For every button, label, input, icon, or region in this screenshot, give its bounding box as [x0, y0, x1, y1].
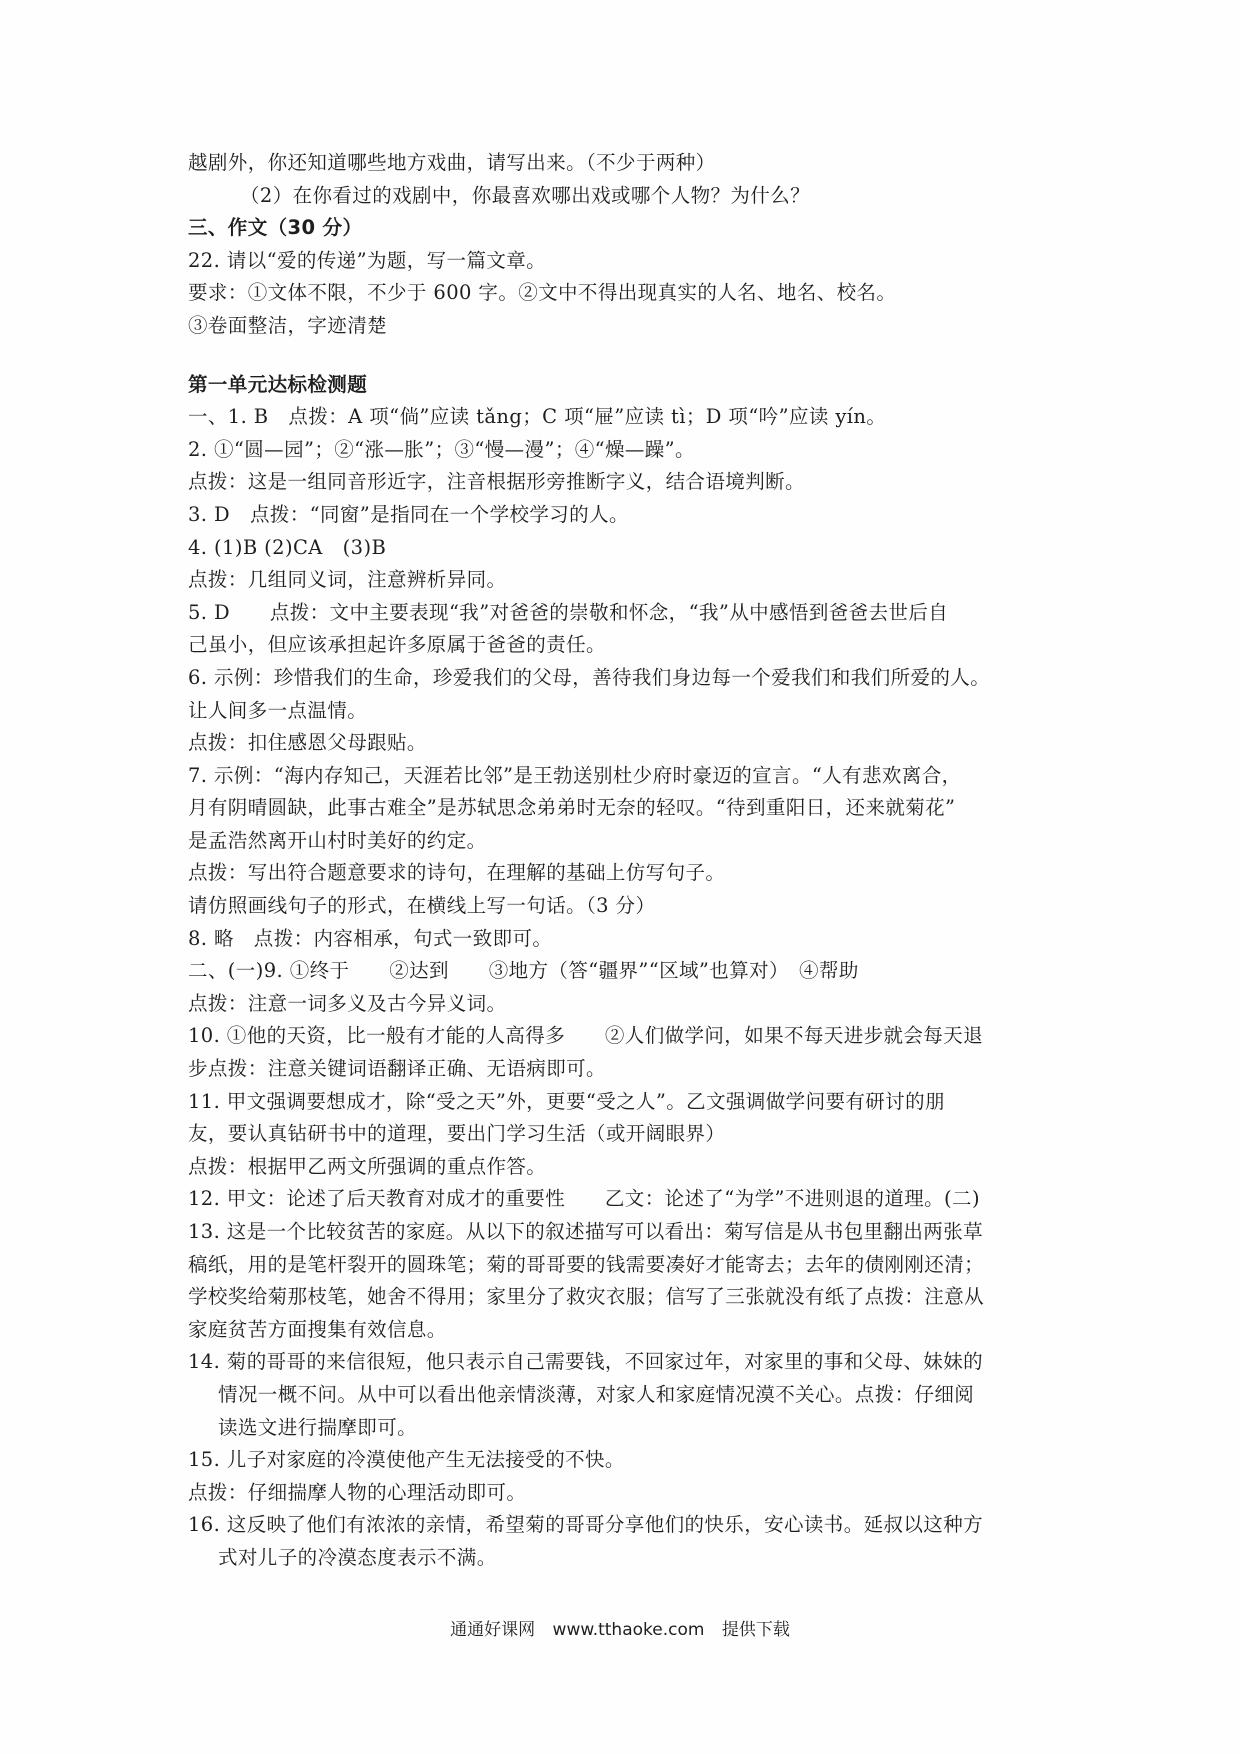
page-footer	[0, 1615, 1240, 1640]
answer-line: 12. 甲文：论述了后天教育对成才的重要性 乙文：论述了“为学”不进则退的道理。(二)	[188, 1187, 980, 1211]
answer-line: 15. 儿子对家庭的冷漠使他产生无法接受的不快。	[188, 1448, 625, 1472]
answer-line: 点拨：根据甲乙两文所强调的重点作答。	[188, 1154, 547, 1178]
answer-line: 点拨：注意一词多义及古今异义词。	[188, 991, 507, 1015]
answer-line: 步点拨：注意关键词语翻译正确、无语病即可。	[188, 1057, 606, 1081]
answer-line: 13. 这是一个比较贫苦的家庭。从以下的叙述描写可以看出：菊写信是从书包里翻出两张草	[188, 1220, 984, 1243]
text-line: 越剧外，你还知道哪些地方戏曲，请写出来。（不少于两种）	[188, 151, 716, 174]
answer-line: 月有阴晴圆缺，此事古难全”是苏轼思念弟弟时无奈的轻叹。“待到重阳日，还来就菊花”	[188, 796, 956, 820]
section-heading: 三、作文（30 分）	[188, 216, 363, 240]
answer-line: 点拨：几组同义词，注意辨析异同。	[188, 568, 507, 592]
answer-line: 式对儿子的冷漠态度表示不满。	[218, 1545, 497, 1569]
answer-line: 家庭贫苦方面搜集有效信息。	[188, 1317, 447, 1341]
answer-line: 10. ①他的天资，比一般有才能的人高得多 ②人们做学问，如果不每天进步就会每天退	[188, 1024, 984, 1048]
answer-line: 友，要认真钻研书中的道理，要出门学习生活（或开阔眼界）	[188, 1122, 726, 1146]
answer-line: 16. 这反映了他们有浓浓的亲情，希望菊的哥哥分享他们的快乐，安心读书。延叔以这种方	[188, 1513, 984, 1537]
answer-line: 二、(一)9. ①终于 ②达到 ③地方（答“疆界”“区域”也算对） ④帮助	[188, 959, 859, 983]
answer-line: 6. 示例：珍惜我们的生命，珍爱我们的父母，善待我们身边每一个爱我们和我们所爱的人。	[188, 665, 991, 689]
answer-line: 2. ①“圆—园”；②“涨—胀”；③“慢—漫”；④“燥—躁”。	[188, 437, 695, 461]
answer-line: 一、1. B 点拨：A 项“倘”应读 tǎng；C 项“屉”应读 tì；D 项“吟”应读 yín。	[188, 405, 887, 429]
answer-line: 学校奖给菊那枝笔，她舍不得用；家里分了救灾衣服；信写了三张就没有纸了点拨：注意从	[188, 1285, 985, 1309]
answer-line: 是孟浩然离开山村时美好的约定。	[188, 828, 487, 852]
answer-line: 点拨：写出符合题意要求的诗句，在理解的基础上仿写句子。	[188, 861, 726, 885]
footer-site-name: 通通好课网	[450, 1620, 536, 1640]
text-line: ③卷面整洁，字迹清楚	[188, 313, 388, 337]
text-line: 要求：①文体不限，不少于 600 字。②文中不得出现真实的人名、地名、校名。	[188, 281, 897, 305]
answer-line: 让人间多一点温情。	[188, 698, 368, 722]
answer-line: 情况一概不问。从中可以看出他亲情淡薄，对家人和家庭情况漠不关心。点拨：仔细阅	[218, 1382, 975, 1406]
answer-line: 3. D 点拨：“同窗”是指同在一个学校学习的人。	[188, 502, 629, 526]
answer-line: 14. 菊的哥哥的来信很短，他只表示自己需要钱，不回家过年，对家里的事和父母、妹妹的	[188, 1350, 984, 1374]
answer-line: 点拨：扣住感恩父母跟贴。	[188, 731, 427, 755]
text-line: （2）在你看过的戏剧中，你最喜欢哪出戏或哪个人物？为什么？	[240, 183, 811, 207]
text-line: 22. 请以“爱的传递”为题，写一篇文章。	[188, 248, 547, 272]
document-body	[188, 147, 1064, 1575]
answer-line: 点拨：这是一组同音形近字，注音根据形旁推断字义，结合语境判断。	[188, 470, 805, 494]
footer-url[interactable]: www.tthaoke.com	[552, 1620, 705, 1640]
answer-line: 请仿照画线句子的形式，在横线上写一句话。（3 分）	[188, 894, 656, 918]
answer-line: 点拨：仔细揣摩人物的心理活动即可。	[188, 1480, 527, 1504]
answer-line: 稿纸，用的是笔杆裂开的圆珠笔；菊的哥哥要的钱需要凑好才能寄去；去年的债刚刚还清；	[188, 1252, 985, 1276]
answer-line: 己虽小，但应该承担起许多原属于爸爸的责任。	[188, 633, 606, 657]
answer-line: 7. 示例：“海内存知己，天涯若比邻”是王勃送别杜少府时豪迈的宣言。“人有悲欢离合，	[188, 763, 962, 787]
answer-line: 11. 甲文强调要想成才，除“受之天”外，更要“受之人”。乙文强调做学问要有研讨的朋	[188, 1089, 945, 1113]
answer-line: 读选文进行揣摩即可。	[218, 1415, 418, 1439]
spacer	[188, 343, 1064, 369]
answer-line: 4. (1)B (2)CA (3)B	[188, 535, 387, 559]
answer-line: 5. D 点拨：文中主要表现“我”对爸爸的崇敬和怀念，“我”从中感悟到爸爸去世后自	[188, 600, 949, 624]
answer-section-title: 第一单元达标检测题	[188, 372, 368, 396]
answer-line: 8. 略 点拨：内容相承，句式一致即可。	[188, 926, 553, 950]
footer-suffix: 提供下载	[721, 1620, 790, 1640]
